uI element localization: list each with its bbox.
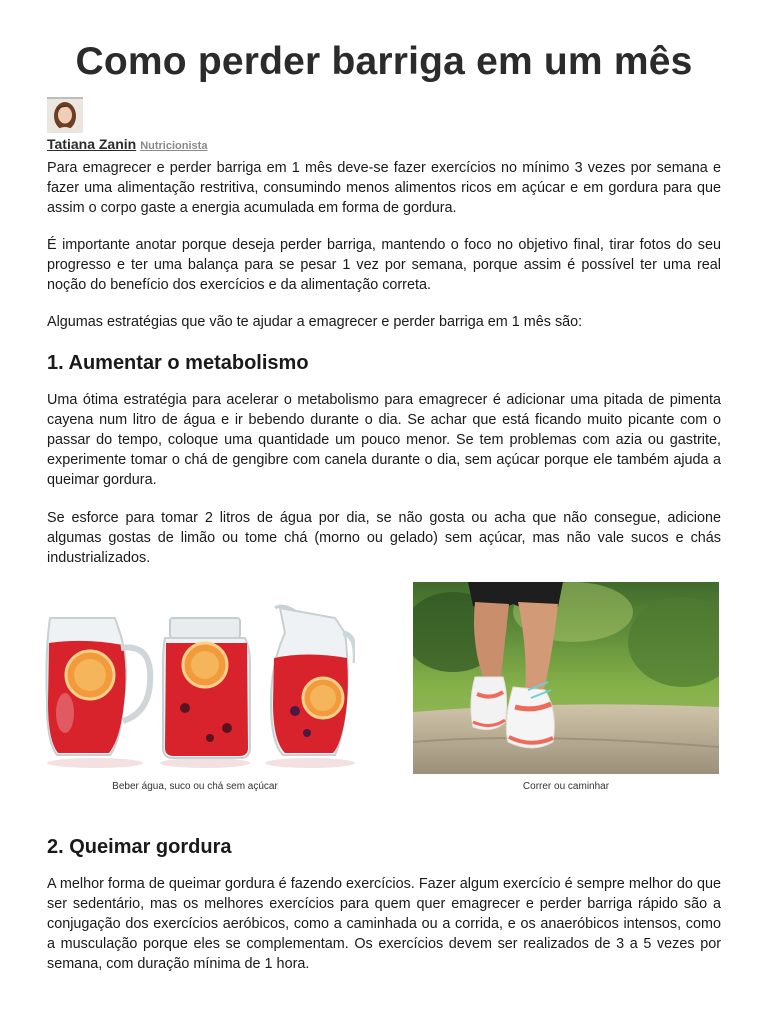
figure-1-caption: Beber água, suco ou chá sem açúcar <box>112 781 278 792</box>
article-title: Como perder barriga em um mês <box>75 40 693 83</box>
running-shoes-image <box>413 582 719 774</box>
section-2-paragraph-1: A melhor forma de queimar gordura é fazendo exercícios. Fazer algum exercício é sempre melhor do que ser sedentário, mas os melhores exercícios para quem quer emagrecer e perder barriga rápido são a conjugação dos exercícios aeróbicos, como a caminhada ou a corrida, e os anaeróbicos intensos, como a musculação porque eles se complementam. Os exercícios devem ser realizados de 3 a 5 vezes por semana, com duração mínima de 1 hora. <box>47 876 721 972</box>
author-byline <box>47 136 207 152</box>
pitchers-of-red-tea-image <box>45 603 355 773</box>
intro-paragraph-1: Para emagrecer e perder barriga em 1 mês deve-se fazer exercícios no mínimo 3 vezes por semana e fazer uma alimentação restritiva, consumindo menos alimentos ricos em açúcar e em gordura para que assim o corpo gaste a energia acumulada em forma de gordura. <box>47 160 721 216</box>
intro-paragraph-3: Algumas estratégias que vão te ajudar a emagrecer e perder barriga em 1 mês são: <box>47 314 583 330</box>
section-1-paragraph-2: Se esforce para tomar 2 litros de água por dia, se não gosta ou acha que não consegue, adicione algumas gostas de limão ou tome chá (morno ou gelado) sem açúcar, mas não vale sucos e chás industrializados. <box>47 510 721 566</box>
author-role-link[interactable]: Nutricionista <box>140 140 208 152</box>
author-avatar <box>47 97 83 133</box>
figure-2-caption: Correr ou caminhar <box>522 781 610 792</box>
intro-paragraph-2: É importante anotar porque deseja perder barriga, mantendo o foco no objetivo final, tirar fotos do seu progresso e ter uma balança para se pesar 1 vez por semana, porque assim é possível ter uma real noção do benefício dos exercícios e da alimentação correta. <box>47 237 721 293</box>
section-1-paragraph-1: Uma ótima estratégia para acelerar o metabolismo para emagrecer é adicionar uma pitada de pimenta cayena num litro de água e ir bebendo durante o dia. Se achar que está ficando muito picante com o passar do tempo, coloque uma quantidade um pouco menor. Se tem problemas com azia ou gastrite, experimente tomar o chá de gengibre com canela durante o dia, sem açúcar porque ele também ajuda a queimar gordura. <box>47 392 721 488</box>
section-2-heading: 2. Queimar gordura <box>47 836 232 858</box>
section-1-heading: 1. Aumentar o metabolismo <box>47 352 309 374</box>
author-name-link[interactable]: Tatiana Zanin <box>47 136 137 152</box>
